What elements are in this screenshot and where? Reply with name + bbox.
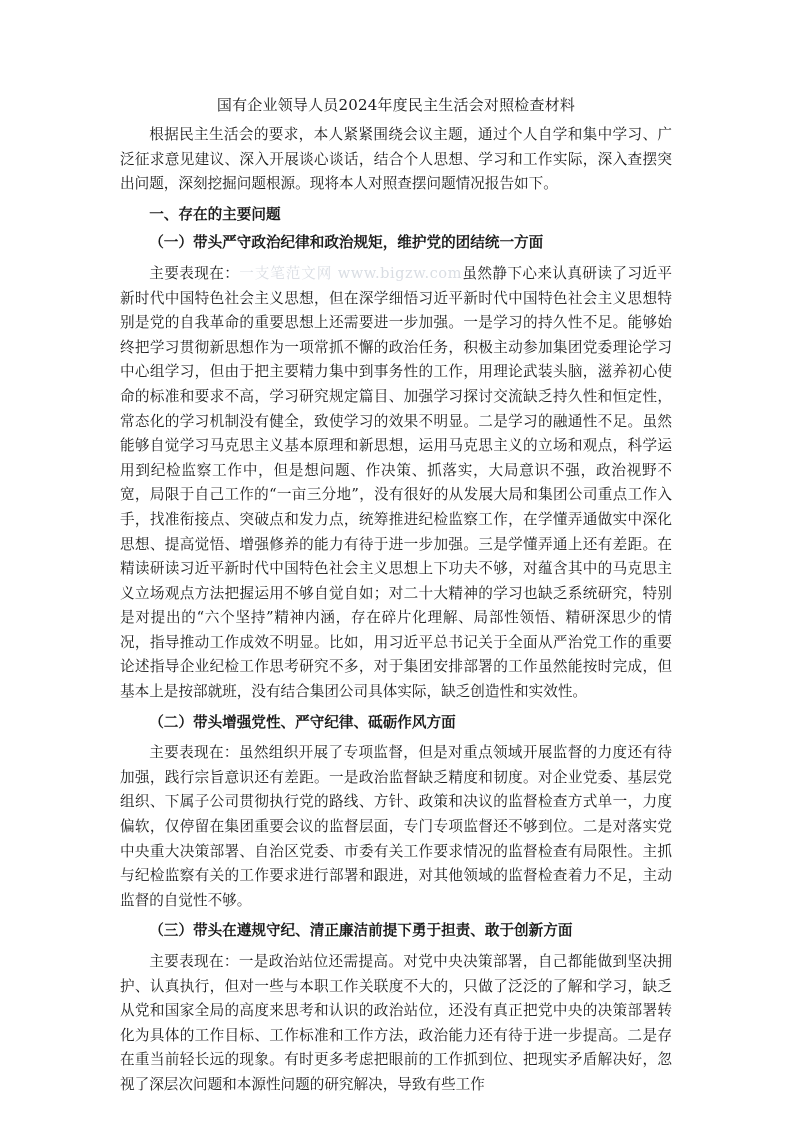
subsection-1-body: 虽然静下心来认真研读了习近平新时代中国特色社会主义思想，但在深学细悟习近平新时代中国特色社会主义思想特别是党的自我革命的重要思想上还需要进一步加强。一是学习的持久性不足。能够始终把学习贯彻新思想作为一项常抓不懈的政治任务，积极主动参加集团党委理论学习中心组学习，但由于把主要精力集中到事务性的工作，用理论武装头脑，滋养初心使命的标准和要求不高，学习研究规定篇目、加强学习探讨交流缺乏持久性和恒定性，常态化的学习机制没有健全，致使学习的效果不明显。二是学习的融通性不足。虽然能够自觉学习马克思主义基本原理和新思想，运用马克思主义的立场和观点，科学运用到纪检监察工作中，但是想问题、作决策、抓落实，大局意识不强，政治视野不宽，局限于自己工作的“一亩三分地”，没有很好的从发展大局和集团公司重点工作入手，找准衔接点、突破点和发力点，统筹推进纪检监察工作，在学懂弄通做实中深化思想、提高觉悟、增强修养的能力有待于进一步加强。三是学懂弄通上还有差距。在精读研读习近平新时代中国特色社会主义思想上下功夫不够，对蕴含其中的马克思主义立场观点方法把握运用不够自觉自如；对二十大精神的学习也缺乏系统研究，特别是对提出的“六个坚持”精神内涵，存在碎片化理解、局部性领悟、精研深思少的情况，指导推动工作成效不明显。比如，用习近平总书记关于全面从严治党工作的重要论述指导企业纪检工作思考研究不多，对于集团安排部署的工作虽然能按时完成，但基本上是按部就班，没有结合集团公司具体实际，缺乏创造性和实效性。 [120,264,672,701]
subsection-3-paragraph: 主要表现在：一是政治站位还需提高。对党中央决策部署，自己都能做到坚决拥护、认真执行，但对一些与本职工作关联度不大的，只做了泛泛的了解和学习，缺乏从党和国家全局的高度来思考和认识的政治站位，还没有真正把党中央的决策部署转化为具体的工作目标、工作标准和工作方法，政治能力还有待于进一步提高。二是存在重当前轻长远的现象。有时更多考虑把眼前的工作抓到位、把现实矛盾解决好，忽视了深层次问题和本源性问题的研究解决，导致有些工作 [120,953,672,1093]
document-body [120,93,672,1098]
watermark-text: 一支笔范文网 www.bigzw.com [239,264,462,282]
subsection-2-paragraph: 主要表现在：虽然组织开展了专项监督，但是对重点领域开展监督的力度还有待加强，践行宗旨意识还有差距。一是政治监督缺乏精度和韧度。对企业党委、基层党组织、下属子公司贯彻执行党的路线、方针、政策和决议的监督检查方式单一，力度偏软，仅停留在集团重要会议的监督层面，专门专项监督还不够到位。二是对落实党中央重大决策部署、自治区党委、市委有关工作要求情况的监督检查有局限性。主抓与纪检监察有关的工作要求进行部署和跟进，对其他领域的监督检查着力不足，主动监督的自觉性不够。 [120,744,672,909]
document-title: 国有企业领导人员2024年度民主生活会对照检查材料 [216,96,576,114]
subsection-1-lead: 主要表现在： [149,264,240,282]
intro-paragraph: 根据民主生活会的要求，本人紧紧围绕会议主题，通过个人自学和集中学习、广泛征求意见建议、深入开展谈心谈话，结合个人思想、学习和工作实际，深入查摆突出问题，深刻挖掘问题根源。现将本人对照查摆问题情况报告如下。 [120,126,672,193]
subsection-heading-2: （二）带头增强党性、严守纪律、砥砺作风方面 [149,713,456,731]
subsection-heading-3: （三）带头在遵规守纪、清正廉洁前提下勇于担责、敢于创新方面 [149,922,573,940]
section-heading-problems: 一、存在的主要问题 [149,205,281,223]
subsection-1-paragraph [120,262,672,705]
subsection-heading-1: （一）带头严守政治纪律和政治规矩，维护党的团结统一方面 [149,234,544,252]
